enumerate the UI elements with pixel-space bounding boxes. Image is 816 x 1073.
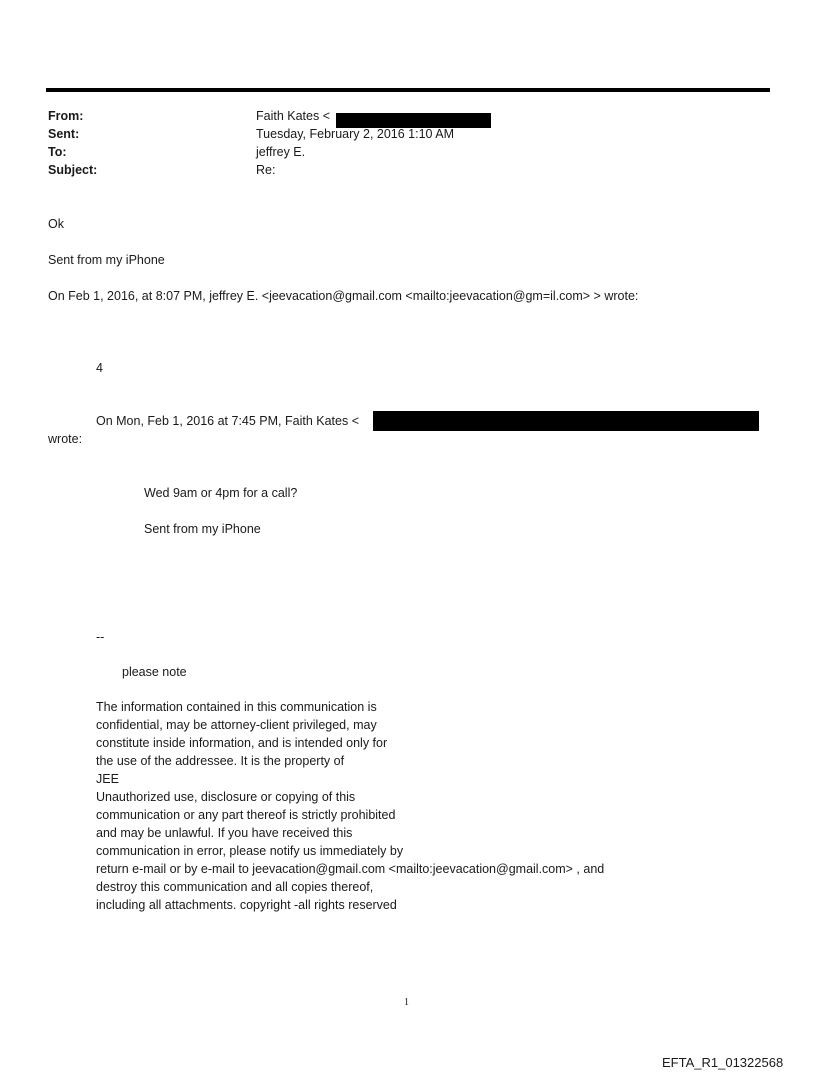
- disclaimer-line: communication in error, please notify us immediately by: [96, 844, 404, 858]
- to-value: jeffrey E.: [256, 145, 306, 159]
- disclaimer-line: communication or any part thereof is strictly prohibited: [96, 808, 396, 822]
- page-number: 1: [404, 997, 409, 1008]
- sent-value: Tuesday, February 2, 2016 1:10 AM: [256, 127, 455, 141]
- nested-message: Wed 9am or 4pm for a call?: [144, 486, 298, 500]
- disclaimer-line: and may be unlawful. If you have received this: [96, 826, 353, 840]
- subject-label: Subject:: [48, 163, 98, 177]
- to-label: To:: [48, 145, 67, 159]
- nested-intro-end: wrote:: [48, 432, 83, 446]
- from-value: Faith Kates <: [256, 109, 330, 123]
- disclaimer: [96, 698, 604, 914]
- disclaimer-line: confidential, may be attorney-client privileged, may: [96, 718, 377, 732]
- disclaimer-line: including all attachments. copyright -all rights reserved: [96, 898, 397, 912]
- disclaimer-line: constitute inside information, and is intended only for: [96, 736, 388, 750]
- sent-label: Sent:: [48, 127, 80, 141]
- subject-value: Re:: [256, 163, 276, 177]
- disclaimer-line: JEE: [96, 772, 119, 786]
- separator: --: [96, 630, 105, 644]
- disclaimer-line: Unauthorized use, disclosure or copying of this: [96, 790, 356, 804]
- quote-intro: On Feb 1, 2016, at 8:07 PM, jeffrey E. <jeevacation@gmail.com <mailto:jeevacation@gm=il.com> > wrote:: [48, 289, 639, 303]
- from-label: From:: [48, 109, 84, 123]
- nested-signature: Sent from my iPhone: [144, 522, 261, 536]
- reply-text: Ok: [48, 217, 64, 231]
- disclaimer-line: the use of the addressee. It is the property of: [96, 754, 345, 768]
- bates-number: EFTA_R1_01322568: [662, 1055, 784, 1070]
- signature: Sent from my iPhone: [48, 253, 165, 267]
- nested-intro: On Mon, Feb 1, 2016 at 7:45 PM, Faith Kates <: [96, 414, 359, 428]
- please-note: please note: [122, 665, 187, 679]
- disclaimer-line: destroy this communication and all copies thereof,: [96, 880, 374, 894]
- disclaimer-line: The information contained in this communication is: [96, 700, 377, 714]
- header-rule: [46, 88, 770, 92]
- redaction-nested-email: [373, 411, 759, 431]
- quoted-reply: 4: [96, 361, 103, 375]
- disclaimer-line: return e-mail or by e-mail to jeevacation@gmail.com <mailto:jeevacation@gmail.com> , and: [96, 862, 605, 876]
